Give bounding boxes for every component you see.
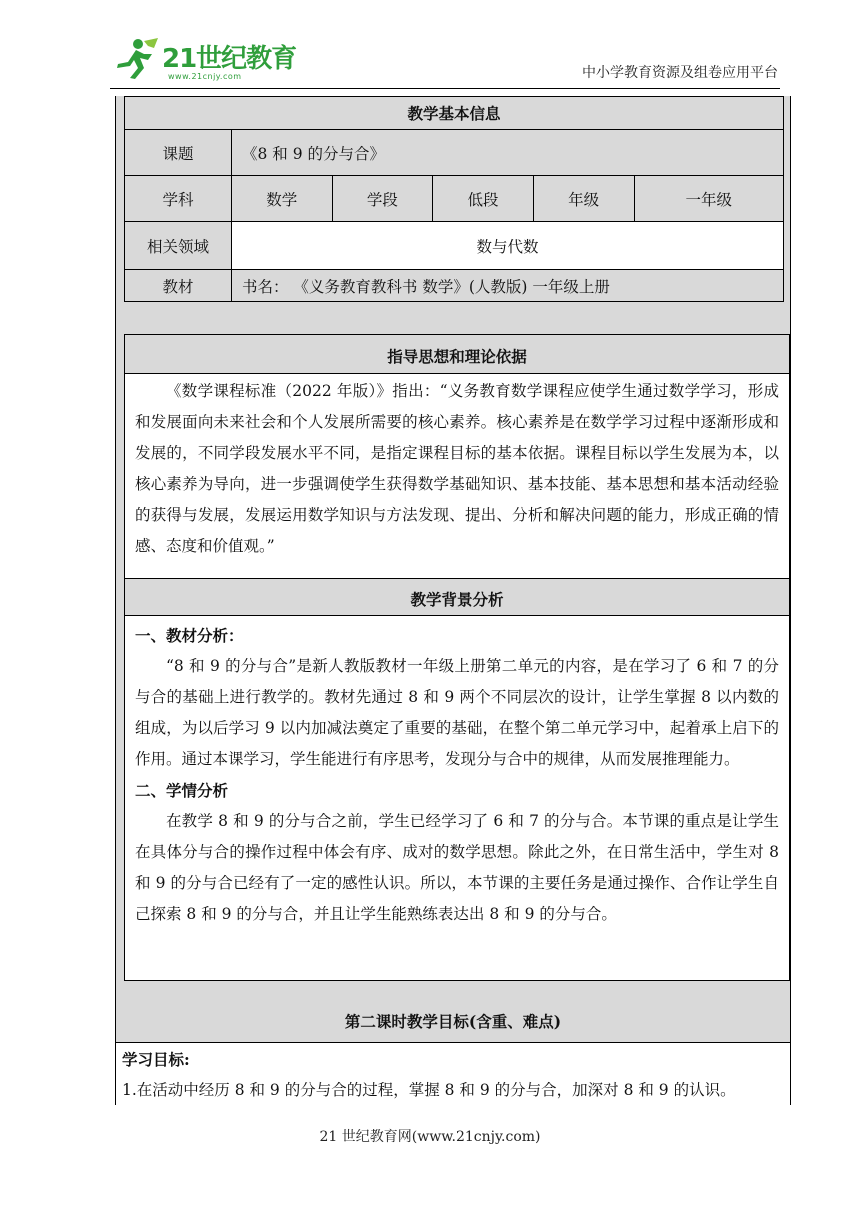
textbook-analysis-heading: 一、教材分析： [135, 626, 244, 645]
grade-label: 年级 [533, 176, 634, 222]
objectives-label: 学习目标: [122, 1050, 190, 1069]
stage-value: 低段 [433, 176, 534, 222]
page-header [0, 0, 860, 96]
topic-value: 《8 和 9 的分与合》 [232, 130, 784, 176]
background-body [125, 616, 789, 980]
guiding-body [125, 374, 789, 581]
subject-label: 学科 [125, 176, 232, 222]
logo-url: www.21cnjy.com [168, 72, 242, 81]
subject-value: 数学 [232, 176, 333, 222]
guiding-section [124, 334, 790, 582]
domain-value: 数与代数 [232, 222, 784, 270]
background-title: 教学背景分析 [125, 579, 789, 616]
grade-value: 一年级 [634, 176, 784, 222]
objectives-title: 第二课时教学目标(含重、难点) [344, 1012, 562, 1031]
learner-analysis-text: 在教学 8 和 9 的分与合之前，学生已经学习了 6 和 7 的分与合。本节课的重点是让学生在具体分与合的操作过程中体会有序、成对的数学思想。除此之外，在日常生活中，学生对 8 和 9 的分与合已经有了一定的感性认识。所以，本节课的主要任务是通过操作、合作让学生自己探索 8 和 9 的分与合，并且让学生能熟练表达出 8 和 9 的分与合。 [135, 812, 779, 923]
header-divider [110, 88, 780, 89]
platform-name: 中小学教育资源及组卷应用平台 [582, 65, 778, 81]
stage-label: 学段 [332, 176, 433, 222]
domain-label: 相关领域 [125, 222, 232, 270]
background-section [124, 578, 790, 981]
objectives-body [116, 1042, 790, 1105]
learner-analysis-heading: 二、学情分析 [135, 781, 229, 800]
guiding-title: 指导思想和理论依据 [125, 335, 789, 374]
textbook-analysis-text: “8 和 9 的分与合”是新人教版教材一年级上册第二单元的内容，是在学习了 6 和 7 的分与合的基础上进行教学的。教材先通过 8 和 9 两个不同层次的设计，让学生掌握 8 以内数的组成，为以后学习 9 以内加减法奠定了重要的基础，在整个第二单元学习中，起着承上启下的作用。通过本课学习，学生能进行有序思考，发现分与合中的规律，从而发展推理能力。 [135, 657, 779, 768]
page-footer: 21 世纪教育网(www.21cnjy.com) [319, 1129, 541, 1145]
basic-info-title: 教学基本信息 [125, 97, 784, 130]
basic-info-table [124, 96, 784, 302]
guiding-text: 《数学课程标准（2022 年版）》指出：“义务教育数学课程应使学生通过数学学习，形成和发展面向未来社会和个人发展所需要的核心素养。核心素养是在数学学习过程中逐渐形成和发展的，不同学段发展水平不同，是指定课程目标的基本依据。课程目标以学生发展为本，以核心素养为导向，进一步强调使学生获得数学基础知识、基本技能、基本思想和基本活动经验的获得与发展，发展运用数学知识与方法发现、提出、分析和解决问题的能力，形成正确的情感、态度和价值观。” [135, 382, 779, 555]
textbook-label: 教材 [125, 270, 232, 302]
logo-title: 21世纪教育 [162, 44, 297, 74]
runner-logo-icon [108, 38, 160, 80]
topic-label: 课题 [125, 130, 232, 176]
textbook-value: 书名： 《义务教育教科书 数学》(人教版) 一年级上册 [232, 270, 784, 302]
objective-item-1: 1.在活动中经历 8 和 9 的分与合的过程，掌握 8 和 9 的分与合，加深对 8 和 9 的认识。 [122, 1081, 736, 1099]
